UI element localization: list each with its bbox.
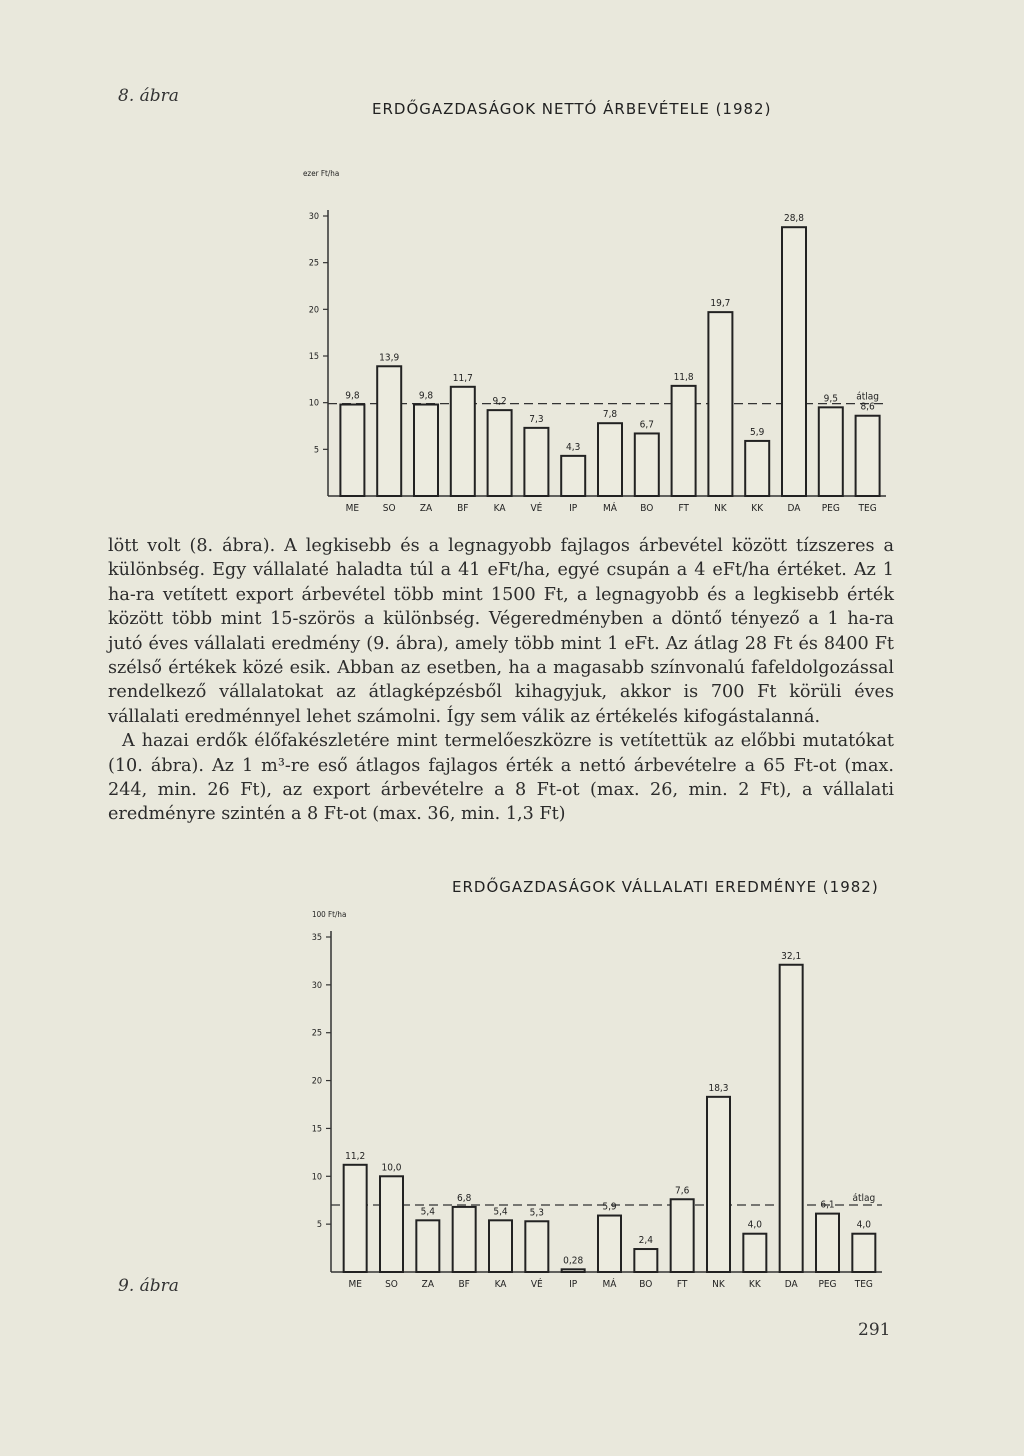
data-label: 9,5 [823,393,838,405]
data-label: 5,3 [529,1207,544,1219]
bar-peg [816,1214,839,1272]
category-label: BO [639,1279,653,1290]
category-label: BF [457,503,469,514]
bar-ft [671,1199,694,1272]
category-label: ME [345,503,360,514]
data-label: 5,4 [493,1206,508,1218]
data-label: 13,9 [379,352,400,364]
category-label: BF [458,1279,470,1290]
data-label: 5,9 [602,1201,617,1213]
bar-teg [852,1234,875,1272]
y-tick-label: 25 [311,1028,322,1039]
data-label: 11,7 [452,372,473,384]
y-tick-label: 30 [311,980,322,991]
y-tick-label: 30 [308,212,319,222]
chart-1-title: ERDŐGAZDASÁGOK NETTÓ ÁRBEVÉTELE (1982) [372,100,772,118]
category-label: PEG [818,1279,837,1290]
category-label: KK [748,1279,761,1290]
bar-bf [453,1207,476,1272]
bar-me [344,1165,367,1272]
data-label: 9,8 [418,390,434,402]
figure-8-label: 8. ábra [118,86,179,106]
y-axis-label: 100 Ft/ha [312,910,347,919]
data-label: 8,6 [860,401,875,413]
data-label: 10,0 [381,1162,402,1174]
y-tick-label: 20 [311,1076,322,1087]
y-tick-label: 20 [308,305,319,316]
figure-9-label: 9. ábra [118,1276,179,1296]
paragraph-1: lött volt (8. ábra). A legkisebb és a legnagyobb fajlagos árbevétel között tízszeres a különbség. Egy vállalaté haladta túl a 41 eFt/ha, egyé csupán a 4 eFt/ha értéket. Az 1 ha-ra vetített export árbevétel több mint 1500 Ft, a legnagyobb és a legkisebb érték között több mint 15-szörös a különbség. Végeredményben a döntő tényező a 1 ha-ra jutó éves vállalati eredmény (9. ábra), amely több mint 1 eFt. Az átlag 28 Ft és 8400 Ft szélső értékek közé esik. Abban az esetben, ha a magasabb színvonalú fafeldolgozással rendelkező vállalatokat az átlagképzésből kihagyjuk, akkor is 700 Ft körüli éves vállalati eredménnyel lehet számolni. Így sem válik az értékelés kifogástalanná. [108,536,894,727]
y-tick-label: 10 [311,1172,322,1183]
bar-vé [525,1221,548,1272]
bar-bo [634,1249,657,1272]
category-label: NK [712,1279,725,1290]
data-label: 11,2 [345,1150,366,1162]
category-label: NK [714,503,727,514]
data-label: 4,0 [856,1219,871,1231]
bar-ka [489,1220,512,1272]
data-label: 19,7 [710,298,731,310]
paragraph-2: A hazai erdők élőfakészletére mint termelőeszközre is vetítettük az előbbi mutatókat (10. ábra). Az 1 m³-re eső átlagos fajlagos érték a nettó árbevételre a 65 Ft-ot (max. 244, min. 26 Ft), az export árbevételre a 8 Ft-ot (max. 26, min. 2 Ft), a vállalati eredményre szintén a 8 Ft-ot (max. 36, min. 1,3 Ft) [108,731,894,825]
y-tick-label: 35 [311,933,322,943]
category-label: MÁ [602,1279,617,1290]
y-axis-label: ezer Ft/ha [303,169,340,178]
category-label: FT [678,503,689,514]
category-label: SO [385,1279,398,1290]
y-tick-label: 5 [316,1220,322,1231]
category-label: DA [784,1279,798,1290]
category-label: ME [348,1279,362,1290]
data-label: 9,2 [492,396,507,408]
data-label: 32,1 [781,950,802,962]
data-label: 4,3 [566,441,581,453]
bar-nk [707,1097,730,1272]
bar-da [780,965,803,1272]
data-label: 7,6 [675,1185,690,1197]
category-label: VÉ [530,1279,543,1290]
data-label: 9,8 [345,390,360,402]
bar-so [380,1176,403,1272]
category-label: KK [751,503,764,514]
data-label: 6,8 [457,1192,472,1204]
data-label: 6,1 [820,1199,835,1211]
category-label: ZA [419,503,433,514]
bar-kk [743,1234,766,1272]
category-label: ZA [421,1279,434,1290]
data-label: 5,9 [750,426,765,438]
category-label: VÉ [530,503,543,514]
category-label: PEG [821,503,840,514]
data-label: 11,8 [673,371,694,383]
category-label: IP [569,1279,578,1290]
y-tick-label: 10 [308,398,319,409]
page-number: 291 [858,1320,891,1340]
y-tick-label: 5 [313,445,319,456]
category-label: SO [382,503,396,514]
bar-má [598,1216,621,1272]
bar-za [416,1220,439,1272]
data-label: 4,0 [747,1219,762,1231]
y-tick-label: 25 [308,258,319,269]
category-label: MÁ [603,503,617,514]
category-label: BO [640,503,654,514]
category-label: KA [494,1279,507,1290]
data-label: 18,3 [708,1082,729,1094]
data-label: 5,4 [420,1206,435,1218]
data-label: 2,4 [638,1235,653,1247]
average-label: átlag [852,1193,876,1204]
category-label: KA [493,503,506,514]
category-label: TEG [858,503,877,514]
category-label: IP [569,503,578,514]
y-tick-label: 15 [308,352,319,362]
average-label: átlag [856,391,879,403]
data-label: 7,3 [529,413,544,425]
bar-ip [562,1269,585,1272]
chart-2-title: ERDŐGAZDASÁGOK VÁLLALATI EREDMÉNYE (1982) [452,878,879,896]
data-label: 6,7 [639,419,654,431]
data-label: 7,8 [602,409,618,421]
category-label: DA [787,503,801,514]
data-label: 28,8 [783,213,805,225]
category-label: FT [676,1279,688,1290]
category-label: TEG [854,1279,873,1290]
y-tick-label: 15 [311,1124,322,1135]
data-label: 0,28 [563,1255,584,1267]
